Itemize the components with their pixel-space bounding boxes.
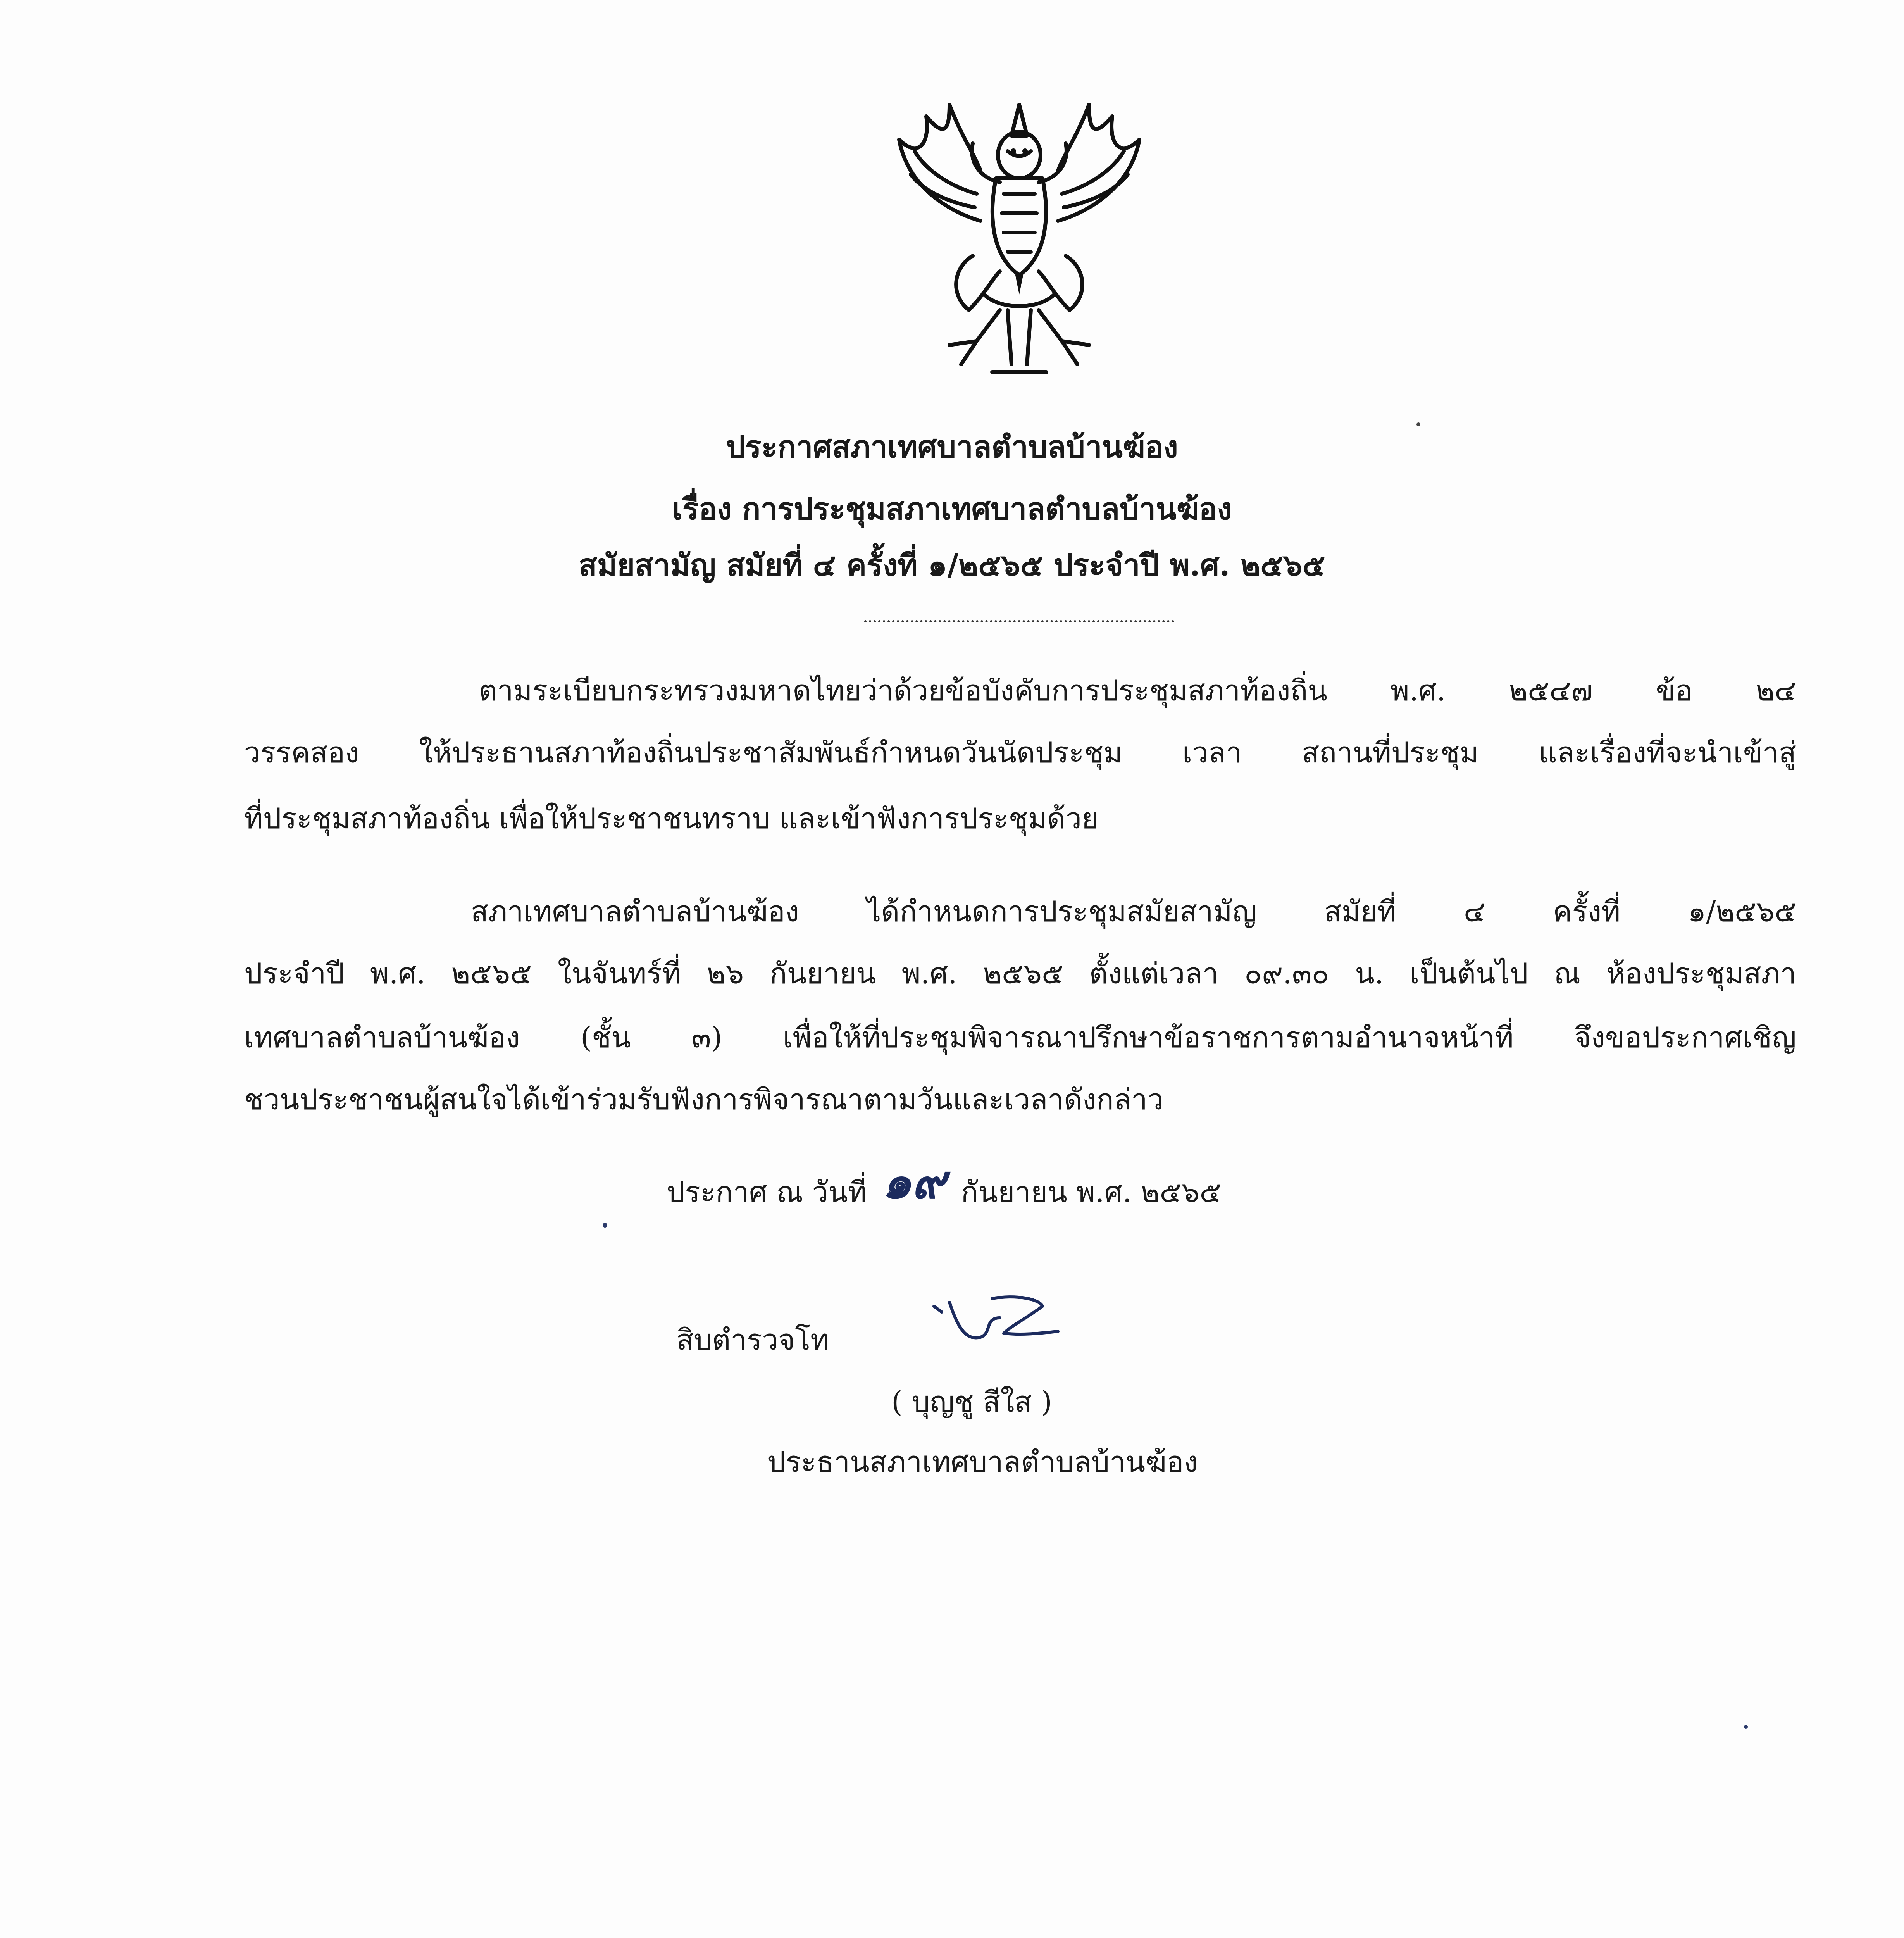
announce-prefix: ประกาศ ณ วันที่	[667, 1176, 867, 1209]
paragraph1-line-3: ที่ประชุมสภาท้องถิ่น เพื่อให้ประชาชนทราบ และเข้าฟังการประชุมด้วย	[244, 802, 1099, 835]
title-line-3: สมัยสามัญ สมัยที่ ๔ ครั้งที่ ๑/๒๕๖๕ ประจำปี พ.ศ. ๒๕๖๕	[579, 548, 1325, 583]
paragraph1-line-2: วรรคสอง ให้ประธานสภาท้องถิ่นประชาสัมพันธ์กำหนดวันนัดประชุม เวลา สถานที่ประชุม และเรื่องที่จะนำเข้าสู่	[244, 736, 1796, 769]
signer-name: ( บุญชู สีใส )	[891, 1385, 1053, 1419]
title-line-1: ประกาศสภาเทศบาลตำบลบ้านฆ้อง	[726, 429, 1178, 465]
garuda-emblem	[884, 93, 1155, 388]
signer-rank: สิบตำรวจโท	[676, 1323, 829, 1357]
signer-position: ประธานสภาเทศบาลตำบลบ้านฆ้อง	[767, 1445, 1198, 1479]
announce-suffix: กันยายน พ.ศ. ๒๕๖๕	[961, 1176, 1222, 1209]
announce-date	[667, 1155, 1222, 1209]
dotted-divider	[864, 620, 1174, 622]
title-line-2: เรื่อง การประชุมสภาเทศบาลตำบลบ้านฆ้อง	[672, 491, 1232, 527]
paragraph2-line-2: ประจำปี พ.ศ. ๒๕๖๕ ในจันทร์ที่ ๒๖ กันยายน พ.ศ. ๒๕๖๕ ตั้งแต่เวลา ๐๙.๓๐ น. เป็นต้นไป ณ ห้องประชุมสภา	[244, 957, 1796, 990]
paragraph2-line-3: เทศบาลตำบลบ้านฆ้อง (ชั้น ๓) เพื่อให้ที่ประชุมพิจารณาปรึกษาข้อราชการตามอำนาจหน้าที่ จึงขอประกาศเชิญ	[244, 1021, 1796, 1054]
paragraph1-line-1: ตามระเบียบกระทรวงมหาดไทยว่าด้วยข้อบังคับการประชุมสภาท้องถิ่น พ.ศ. ๒๕๔๗ ข้อ ๒๔	[479, 674, 1796, 707]
handwritten-day: ๑๙	[882, 1155, 946, 1209]
ink-speck	[1416, 422, 1420, 426]
paragraph2-line-1: สภาเทศบาลตำบลบ้านฆ้อง ได้กำหนดการประชุมสมัยสามัญ สมัยที่ ๔ ครั้งที่ ๑/๒๕๖๕	[471, 895, 1796, 928]
handwritten-signature	[926, 1291, 1089, 1353]
paragraph2-line-4: ชวนประชาชนผู้สนใจได้เข้าร่วมรับฟังการพิจารณาตามวันและเวลาดังกล่าว	[244, 1083, 1164, 1116]
ink-speck	[1744, 1725, 1748, 1729]
ink-speck	[603, 1223, 607, 1228]
